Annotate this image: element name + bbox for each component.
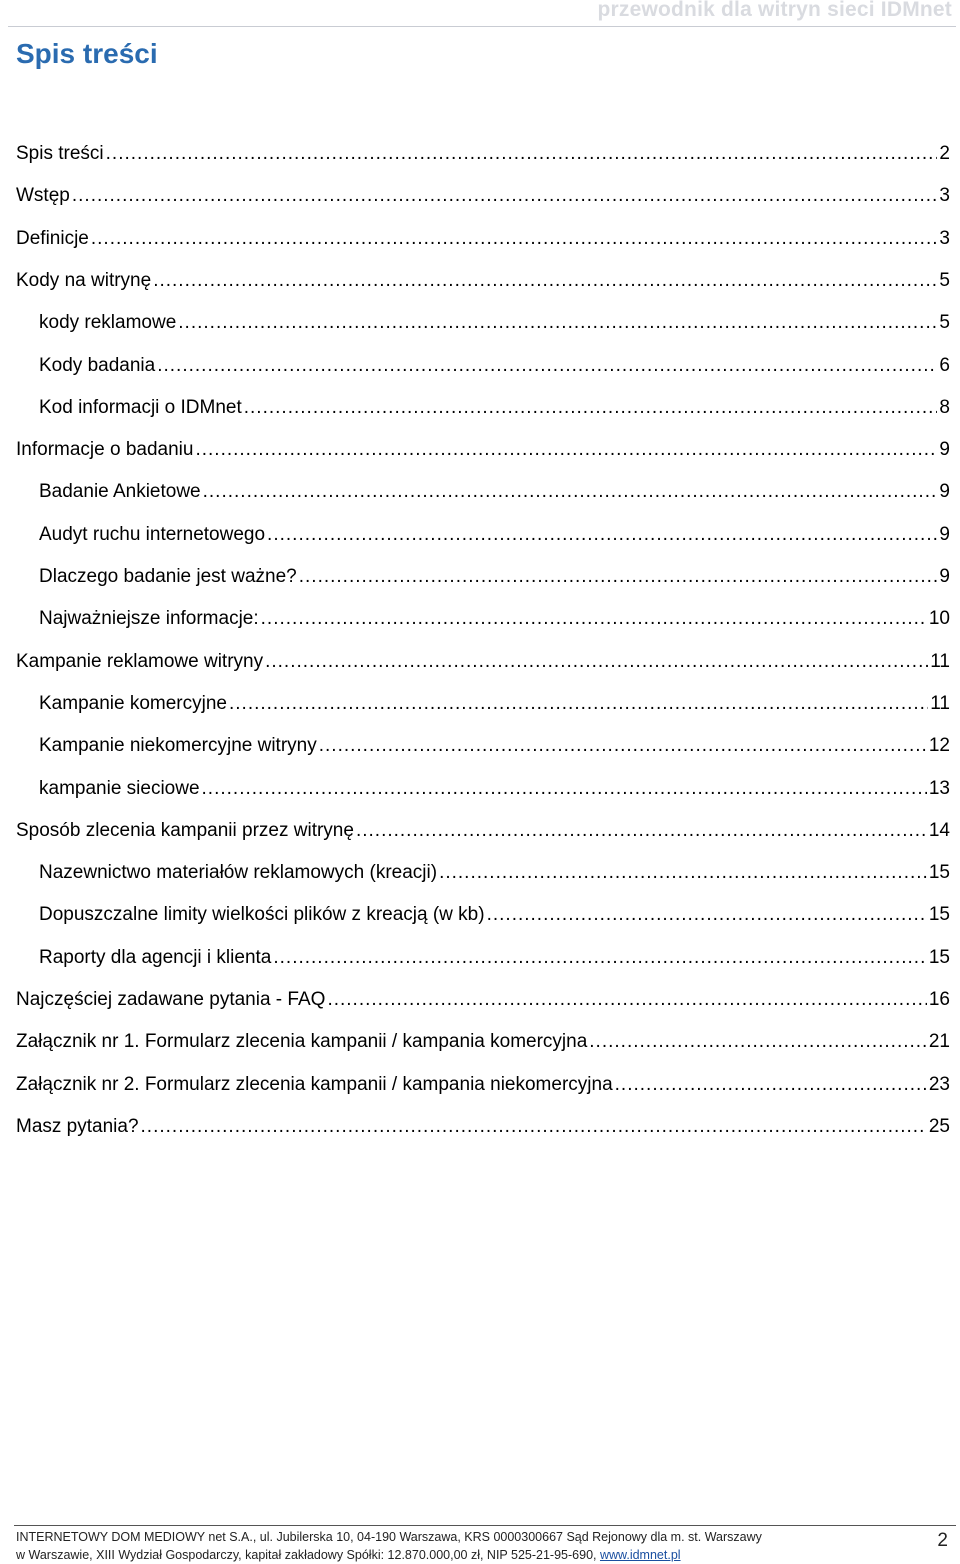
toc-dot-leader xyxy=(439,861,927,885)
toc-entry[interactable] xyxy=(39,928,950,970)
toc-dot-leader xyxy=(244,396,938,420)
toc-dot-leader xyxy=(195,438,937,462)
toc-entry-label: Audyt ruchu internetowego xyxy=(39,523,266,545)
toc-entry-label: Najważniejsze informacje: xyxy=(39,608,259,630)
toc-entry[interactable] xyxy=(16,1012,950,1054)
toc-entry[interactable] xyxy=(16,209,950,251)
toc-entry-label: Kampanie niekomercyjne witryny xyxy=(39,735,317,757)
toc-entry-page: 25 xyxy=(928,1115,950,1137)
toc-entry[interactable] xyxy=(16,420,950,462)
toc-entry-page: 9 xyxy=(939,481,950,503)
toc-entry[interactable] xyxy=(39,378,950,420)
toc-entry-page: 8 xyxy=(939,396,950,418)
toc-dot-leader xyxy=(141,1115,927,1139)
toc-entry[interactable] xyxy=(39,674,950,716)
toc-entry-label: Wstęp xyxy=(16,185,70,207)
toc-entry-page: 13 xyxy=(928,777,950,799)
running-header: przewodnik dla witryn sieci IDMnet xyxy=(597,0,952,21)
toc-entry-page: 10 xyxy=(928,608,950,630)
toc-dot-leader xyxy=(273,946,927,970)
toc-entry[interactable] xyxy=(16,1055,950,1097)
toc-entry-page: 5 xyxy=(939,269,950,291)
toc-entry-label: Masz pytania? xyxy=(16,1115,139,1137)
toc-dot-leader xyxy=(327,988,926,1012)
toc-entry-page: 12 xyxy=(928,735,950,757)
footer-line-2 xyxy=(16,1546,762,1564)
toc-entry[interactable] xyxy=(16,632,950,674)
toc-entry-page: 6 xyxy=(939,354,950,376)
toc-dot-leader xyxy=(299,565,938,589)
footer-line-2-text: w Warszawie, XIII Wydział Gospodarczy, kapitał zakładowy Spółki: 12.870.000,00 zł, NIP 525-21-95-690, xyxy=(16,1548,600,1562)
toc-dot-leader xyxy=(319,734,927,758)
footer-company-info xyxy=(16,1528,762,1564)
page-number: 2 xyxy=(937,1530,948,1551)
toc-entry-label: Załącznik nr 1. Formularz zlecenia kampanii / kampania komercyjna xyxy=(16,1031,588,1053)
toc-dot-leader xyxy=(153,269,937,293)
toc-entry-label: Spis treści xyxy=(16,143,104,164)
toc-entry-page: 2 xyxy=(939,143,950,164)
toc-entry-label: Kampanie komercyjne xyxy=(39,692,227,714)
toc-entry-label: Kod informacji o IDMnet xyxy=(39,396,242,418)
toc-dot-leader xyxy=(106,142,938,166)
toc-entry-page: 15 xyxy=(928,946,950,968)
toc-dot-leader xyxy=(178,311,937,335)
toc-entry[interactable] xyxy=(16,801,950,843)
toc-dot-leader xyxy=(356,819,927,843)
toc-entry-label: Nazewnictwo materiałów reklamowych (kreacji) xyxy=(39,862,438,884)
toc-dot-leader xyxy=(265,650,928,674)
toc-entry-label: Sposób zlecenia kampanii przez witrynę xyxy=(16,819,354,841)
toc-entry[interactable] xyxy=(39,885,950,927)
toc-entry[interactable] xyxy=(39,716,950,758)
toc-entry-page: 3 xyxy=(939,227,950,249)
toc-entry-page: 9 xyxy=(939,566,950,587)
header-rule xyxy=(8,26,956,27)
footer-line-1: INTERNETOWY DOM MEDIOWY net S.A., ul. Jubilerska 10, 04-190 Warszawa, KRS 0000300667 Sąd Rejonowy dla m. st. Warszawy xyxy=(16,1530,762,1544)
toc-entry-page: 9 xyxy=(939,523,950,545)
toc-entry-page: 11 xyxy=(930,650,950,672)
toc-entry-label: Definicje xyxy=(16,227,89,249)
toc-entry[interactable] xyxy=(39,589,950,631)
toc-dot-leader xyxy=(229,692,928,716)
toc-entry[interactable] xyxy=(16,251,950,293)
toc-entry-label: Informacje o badaniu xyxy=(16,439,194,461)
website-link[interactable]: www.idmnet.pl xyxy=(599,1548,681,1562)
toc-entry[interactable] xyxy=(16,124,950,166)
toc-entry[interactable] xyxy=(39,505,950,547)
toc-entry-page: 16 xyxy=(928,989,950,1010)
toc-entry-label: kampanie sieciowe xyxy=(39,777,200,799)
toc-entry-label: Badanie Ankietowe xyxy=(39,481,201,503)
toc-entry[interactable] xyxy=(39,336,950,378)
toc-entry[interactable] xyxy=(39,293,950,335)
toc-entry-page: 9 xyxy=(939,439,950,461)
toc-entry-page: 21 xyxy=(928,1031,950,1053)
toc-entry-page: 15 xyxy=(928,862,950,884)
toc-entry-page: 5 xyxy=(939,312,950,334)
toc-entry[interactable] xyxy=(39,462,950,504)
toc-dot-leader xyxy=(72,184,938,208)
footer-rule xyxy=(14,1525,956,1526)
toc-entry-label: Dlaczego badanie jest ważne? xyxy=(39,566,297,587)
toc-dot-leader xyxy=(267,523,937,547)
toc-entry[interactable] xyxy=(39,759,950,801)
toc-entry-page: 14 xyxy=(928,819,950,841)
toc-entry-label: Kody na witrynę xyxy=(16,269,152,291)
toc-dot-leader xyxy=(91,227,938,251)
toc-entry-label: Dopuszczalne limity wielkości plików z kreacją (w kb) xyxy=(39,904,485,926)
toc-entry-page: 15 xyxy=(928,904,950,926)
toc-entry[interactable] xyxy=(16,1097,950,1139)
toc-entry-label: Kody badania xyxy=(39,354,156,376)
toc-entry-label: Załącznik nr 2. Formularz zlecenia kampanii / kampania niekomercyjna xyxy=(16,1073,613,1095)
toc-dot-leader xyxy=(261,607,927,631)
toc-dot-leader xyxy=(202,777,927,801)
toc-entry-page: 11 xyxy=(930,692,950,714)
toc-entry-label: Raporty dla agencji i klienta xyxy=(39,946,272,968)
toc-entry[interactable] xyxy=(16,166,950,208)
toc-entry-label: Kampanie reklamowe witryny xyxy=(16,650,264,672)
toc-dot-leader xyxy=(589,1030,927,1054)
toc-entry[interactable] xyxy=(39,547,950,589)
toc-entry[interactable] xyxy=(39,843,950,885)
toc-entry-page: 23 xyxy=(928,1073,950,1095)
toc-entry-label: kody reklamowe xyxy=(39,312,177,334)
page-title: Spis treści xyxy=(16,38,158,69)
toc-dot-leader xyxy=(487,903,927,927)
toc-entry[interactable] xyxy=(16,970,950,1012)
toc-dot-leader xyxy=(203,480,938,504)
toc-dot-leader xyxy=(157,354,937,378)
toc-entry-label: Najczęściej zadawane pytania - FAQ xyxy=(16,989,326,1010)
toc-dot-leader xyxy=(615,1073,927,1097)
toc-entry-page: 3 xyxy=(939,185,950,207)
